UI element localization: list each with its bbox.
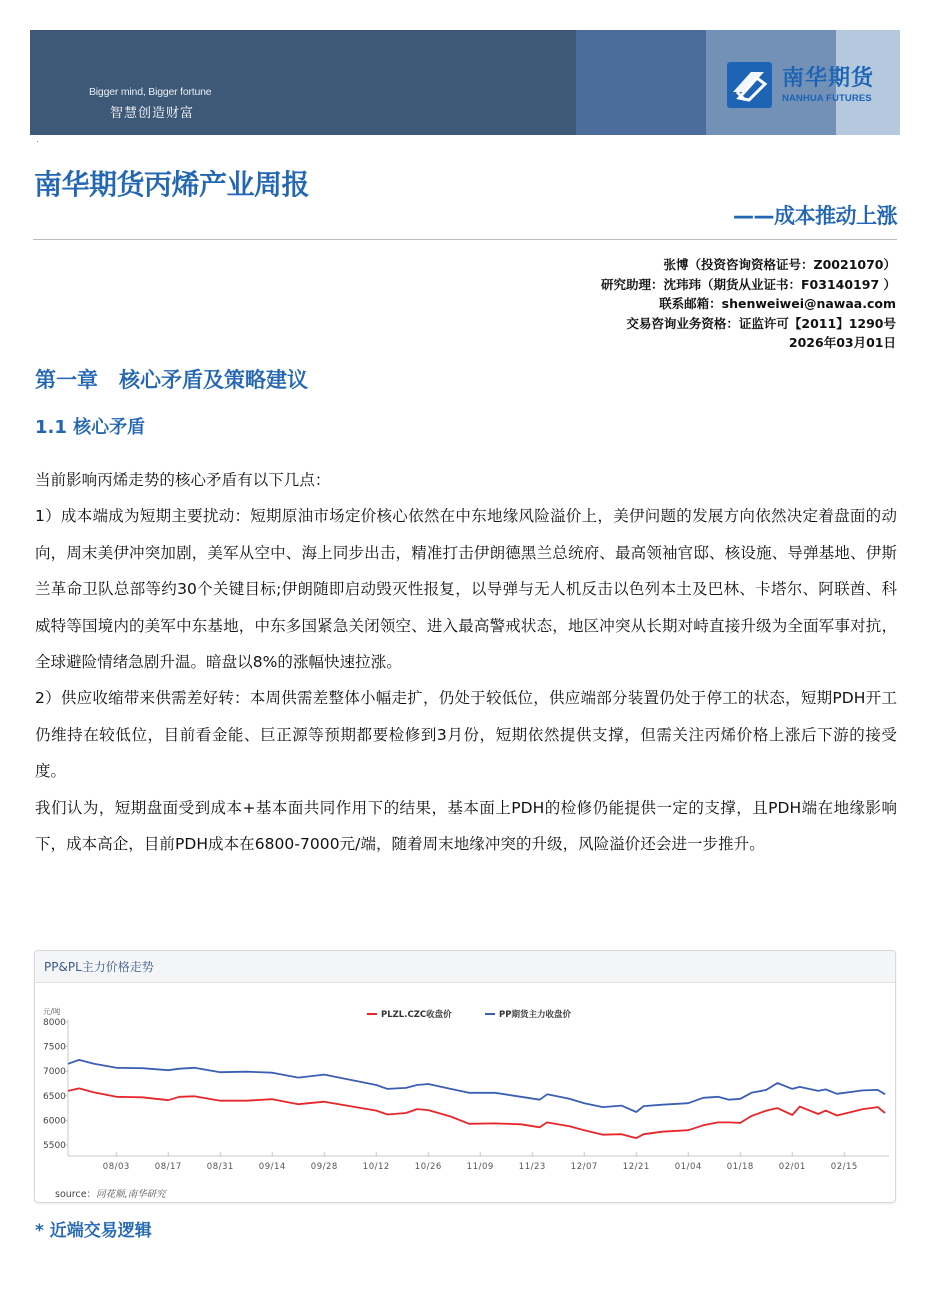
chart-source [55, 1186, 166, 1200]
chart-title: PP&PL主力价格走势 [35, 951, 895, 983]
body-text [35, 462, 897, 862]
logo-icon [727, 62, 772, 108]
legend-label[interactable]: PLZL.CZC收盘价 [381, 1010, 452, 1020]
y-axis-unit: 元/吨 [43, 1007, 61, 1016]
x-tick-label: 12/21 [622, 1162, 650, 1172]
point-1-paragraph: 1）成本端成为短期主要扰动：短期原油市场定价核心依然在中东地缘风险溢价上，美伊问题的发展方向依然决定着盘面的动向，周末美伊冲突加剧，美军从空中、海上同步出击，精准打击伊朗德黑兰总统府、最高领袖官邸、核设施、导弹基地、伊斯兰革命卫队总部等约30个关键目标;伊朗随即启动毁灭性报复，以导弹与无人机反击以色列本土及巴林、卡塔尔、阿联酋、科威特等国境内的美军中东基地，中东多国紧急关闭领空、进入最高警戒状态，地区冲突从长期对峙直接升级为全面军事对抗，全球避险情绪急剧升温。暗盘以8%的涨幅快速拉涨。 [35, 507, 897, 672]
assistant-line: 研究助理：沈玮玮（期货从业证书：F03140197 ） [601, 276, 896, 292]
y-tick-label: 5500 [43, 1141, 66, 1151]
title-divider [33, 239, 897, 240]
analyst-line: 张博（投资咨询资格证号：Z0021070） [663, 257, 896, 272]
license-line: 交易咨询业务资格：证监许可【2011】1290号 [626, 315, 896, 331]
series-line [68, 1060, 885, 1112]
contact-email-line[interactable]: 联系邮箱：shenweiwei@nawaa.com [659, 296, 896, 311]
intro-paragraph: 当前影响丙烯走势的核心矛盾有以下几点： [35, 471, 331, 489]
point-2-paragraph: 2）供应收缩带来供需差好转：本周供需差整体小幅走扩，仍处于较低位，供应端部分装置仍处于停工的状态，短期PDH开工仍维持在较低位，目前看金能、巨正源等预期都要检修到3月份，短期依然提供支撑，但需关注丙烯价格上涨后下游的接受度。 [35, 689, 897, 781]
x-tick-label: 10/12 [362, 1162, 390, 1172]
logo-name-english: NANHUA FUTURES [782, 92, 872, 104]
conclusion-paragraph: 我们认为，短期盘面受到成本+基本面共同作用下的结果，基本面上PDH的检修仍能提供一定的支撑，且PDH端在地缘影响下，成本高企，目前PDH成本在6800-7000元/端，随着周末地缘冲突的升级，风险溢价还会进一步推升。 [35, 798, 897, 854]
price-chart-card [34, 950, 896, 1203]
source-value: 同花顺,南华研究 [96, 1189, 166, 1200]
x-tick-label: 02/15 [830, 1162, 858, 1172]
y-tick-label: 8000 [43, 1018, 66, 1028]
series-line [68, 1088, 885, 1138]
x-tick-label: 12/07 [570, 1162, 598, 1172]
x-tick-label: 02/01 [778, 1162, 806, 1172]
y-tick-label: 7500 [43, 1042, 66, 1053]
banner-segment-dark [30, 30, 576, 135]
x-tick-label: 10/26 [414, 1162, 442, 1172]
x-tick-label: 11/09 [466, 1162, 494, 1172]
report-date: 2026年03月01日 [788, 335, 896, 350]
section-heading: 1.1 核心矛盾 [35, 417, 146, 438]
x-tick-label: 09/14 [258, 1162, 286, 1172]
company-logo [727, 62, 874, 108]
y-tick-label: 7000 [43, 1067, 66, 1078]
chapter-heading: 第一章 核心矛盾及策略建议 [35, 368, 308, 392]
y-tick-label: 6500 [43, 1091, 66, 1102]
source-label: source： [55, 1189, 97, 1200]
x-tick-label: 08/03 [102, 1162, 130, 1172]
banner-segment-medium [576, 30, 706, 135]
x-tick-label: 01/18 [726, 1162, 754, 1172]
author-block [601, 255, 896, 353]
price-line-chart [35, 951, 897, 1204]
report-subtitle: ——成本推动上涨 [733, 204, 897, 228]
page-marker-dot [37, 141, 38, 142]
x-tick-label: 08/17 [154, 1162, 182, 1172]
legend-label[interactable]: PP期货主力收盘价 [499, 1010, 571, 1020]
x-tick-label: 09/28 [310, 1162, 338, 1172]
slogan-chinese: 智慧创造财富 [110, 106, 195, 121]
slogan-english: Bigger mind, Bigger fortune [89, 86, 212, 98]
y-tick-label: 6000 [43, 1116, 66, 1127]
x-tick-label: 08/31 [206, 1162, 234, 1172]
x-tick-label: 11/23 [518, 1162, 546, 1172]
report-title: 南华期货丙烯产业周报 [34, 168, 310, 201]
logo-name-chinese: 南华期货 [782, 65, 875, 91]
x-tick-label: 01/04 [674, 1162, 702, 1172]
near-term-logic-heading: * 近端交易逻辑 [35, 1221, 152, 1241]
